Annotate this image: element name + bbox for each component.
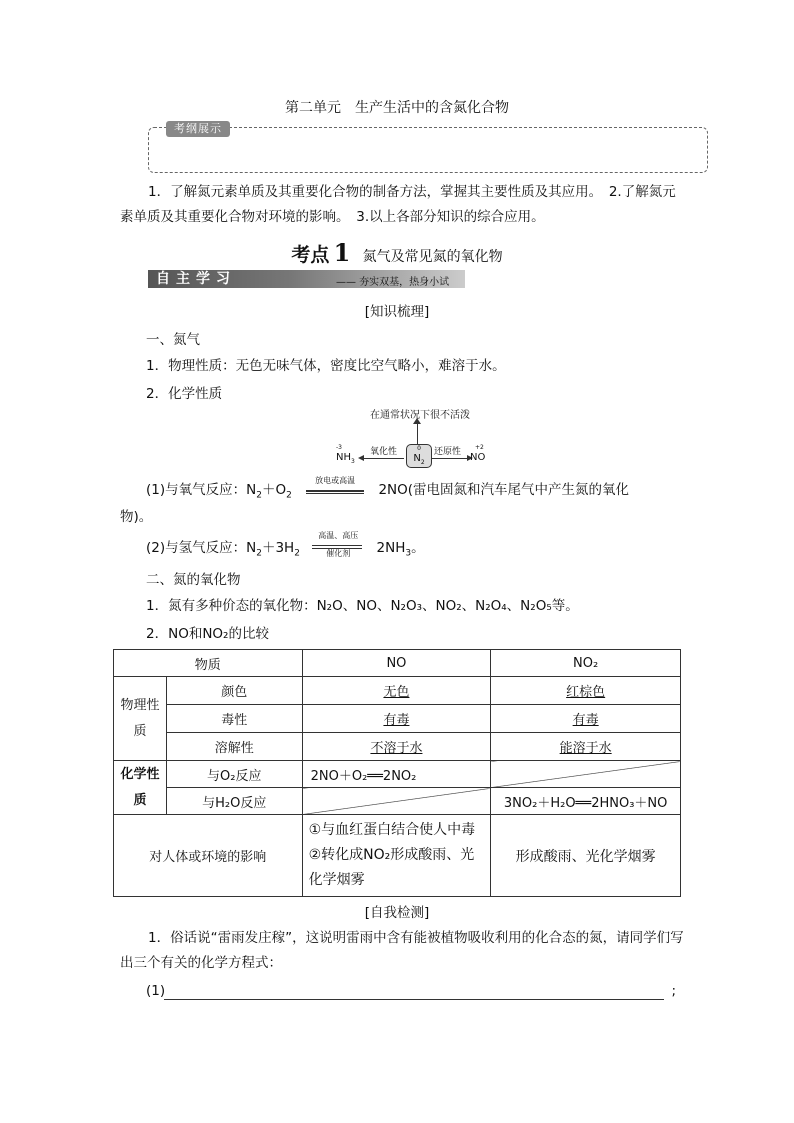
table-row [114, 733, 681, 761]
cell-no2-h2o-reaction: 3NO₂＋H₂O══2HNO₃＋NO [491, 788, 681, 815]
cell-no2-color: 红棕色 [566, 685, 606, 700]
table-row [114, 677, 681, 705]
cell-o2-reaction-label: 与O₂反应 [166, 761, 302, 788]
cell-color-label: 颜色 [166, 677, 302, 705]
physical-props-label: 物理性质 [114, 677, 167, 761]
table-row [114, 788, 681, 815]
r2-condition: 高温、高压 催化剂 [306, 535, 370, 561]
header-substance: 物质 [114, 650, 303, 677]
reduction-label: 还原性 [434, 447, 462, 457]
cell-no2-toxicity: 有毒 [572, 713, 599, 728]
no-formula: NO [470, 452, 486, 463]
answer-semicolon: ; [671, 983, 676, 999]
comparison-table [113, 649, 681, 897]
no-valence: +2 [475, 444, 484, 451]
answer-underline [164, 999, 664, 1000]
question-1: 1．俗话说“雷雨发庄稼”，这说明雷雨中含有能被植物吸收利用的化合态的氮，请同学们写出三个有关的化学方程式： [120, 930, 684, 971]
answer-line-1[interactable] [146, 983, 676, 1003]
cell-no-solubility: 不溶于水 [370, 741, 423, 756]
right-arrow-line [432, 458, 468, 459]
s1-physical: 1．物理性质：无色无味气体，密度比空气略小，难溶于水。 [146, 358, 506, 374]
s2-heading: 二、氮的氧化物 [146, 572, 241, 588]
knowledge-heading: [知识梳理] [364, 304, 430, 320]
study-band-label: 自主学习 [156, 271, 236, 287]
n2-formula: $N_2$ [413, 453, 425, 466]
nh3-valence: -3 [336, 444, 342, 451]
kaodian-number: 1 [333, 238, 351, 267]
cell-no-color: 无色 [383, 685, 410, 700]
up-arrow-line [417, 422, 418, 444]
syllabus-text: 1．了解氮元素单质及其重要化合物的制备方法，掌握其主要性质及其应用。 2.了解氮元素单质及其重要化合物对环境的影响。 3.以上各部分知识的综合应用。 [120, 184, 676, 225]
page-title: 第二单元 生产生活中的含氮化合物 [285, 100, 509, 116]
nh3-formula: $NH_3$ [336, 452, 355, 465]
left-arrow-icon [358, 455, 364, 461]
table-row [114, 761, 681, 788]
left-arrow-line [362, 458, 404, 459]
section-heading [0, 238, 794, 267]
answer-number: (1) [146, 983, 166, 999]
cell-no2-solubility: 能溶于水 [559, 741, 612, 756]
n2-box [406, 444, 432, 468]
r1-condition: 放电或高温 [300, 478, 370, 502]
cell-empty-diagonal [302, 788, 491, 815]
cell-empty-diagonal [491, 761, 681, 788]
chemical-props-label: 化学性质 [114, 761, 167, 815]
kaodian-prefix: 考点 [291, 244, 330, 266]
self-check-heading: [自我检测] [364, 905, 430, 921]
valence-diagram [330, 402, 500, 472]
reaction-o2: (1)与氧气反应：$N_2+O_2$ 放电或高温 2NO(雷电固氮和汽车尾气中产生氮的氧化 [146, 476, 630, 501]
table-row [114, 650, 681, 677]
reaction-h2: (2)与氢气反应：$N_2+3H_2$ 高温、高压 催化剂 $2NH_3$。 [146, 535, 425, 567]
cell-solubility-label: 溶解性 [166, 733, 302, 761]
diagram-top-label: 在通常状况下很不活泼 [370, 410, 470, 421]
table-row [114, 705, 681, 733]
cell-effects-label: 对人体或环境的影响 [114, 815, 303, 897]
s2-oxides: 1．氮有多种价态的氧化物：N₂O、NO、N₂O₃、NO₂、N₂O₄、N₂O₅等。 [146, 598, 579, 614]
s1-chemical: 2．化学性质 [146, 386, 223, 402]
reaction-o2-cont: 物)。 [120, 509, 153, 525]
cell-no-o2-reaction: 2NO＋O₂══2NO₂ [302, 761, 491, 788]
cell-no-effects: ①与血红蛋白结合使人中毒②转化成NO₂形成酸雨、光化学烟雾 [302, 815, 491, 897]
oxidation-label: 氧化性 [370, 447, 398, 457]
cell-no2-effects: 形成酸雨、光化学烟雾 [491, 815, 681, 897]
syllabus-tab: 考纲展示 [166, 121, 230, 137]
n2-valence: 0 [417, 445, 421, 452]
s2-compare: 2．NO和NO₂的比较 [146, 626, 269, 642]
header-no2: NO₂ [491, 650, 681, 677]
syllabus-box [148, 127, 708, 173]
s1-heading: 一、氮气 [146, 332, 200, 348]
up-arrow-icon [413, 418, 421, 424]
table-row [114, 815, 681, 897]
header-no: NO [302, 650, 491, 677]
cell-h2o-reaction-label: 与H₂O反应 [166, 788, 302, 815]
kaodian-subtitle: 氮气及常见氮的氧化物 [362, 249, 503, 265]
cell-no-toxicity: 有毒 [383, 713, 410, 728]
cell-toxicity-label: 毒性 [166, 705, 302, 733]
study-band-tagline: —— 夯实双基，热身小试 [336, 277, 450, 288]
